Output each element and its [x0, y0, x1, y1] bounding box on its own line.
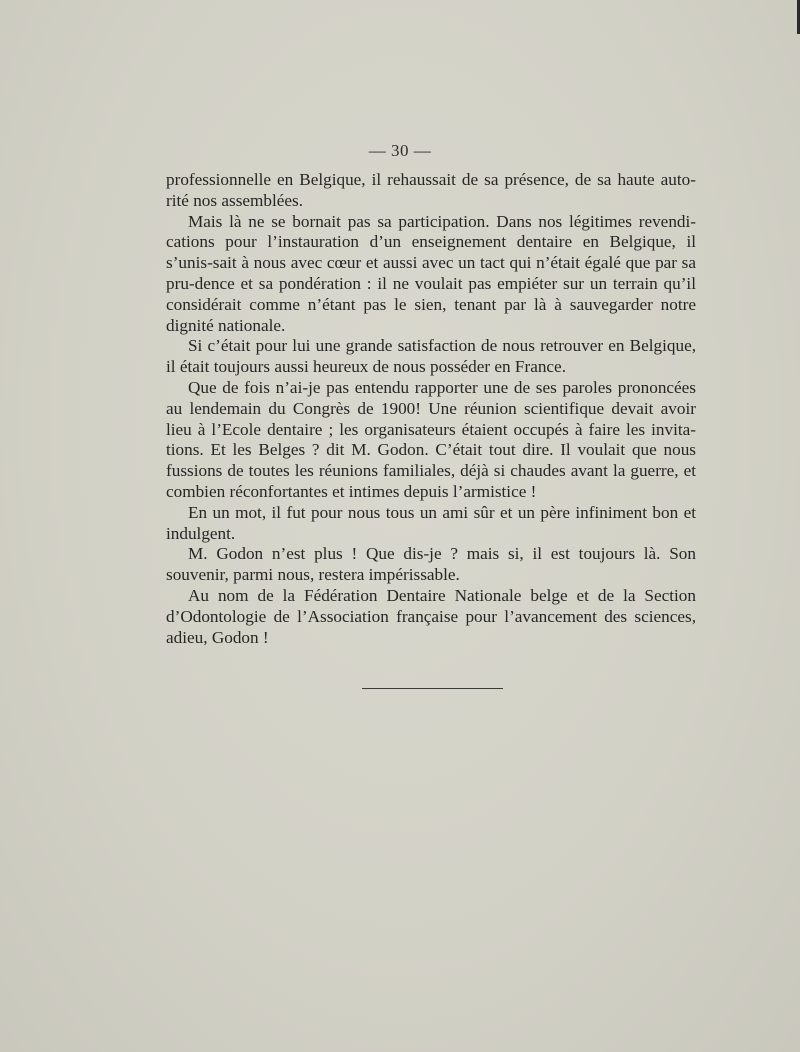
- paragraph-4: Que de fois n’ai-je pas entendu rapporter une de ses paroles prononcées au lendemain du Congrès de 1900! Une réunion scientifique devait avoir lieu à l’Ecole dentaire ; les organisateurs étaient occupés à faire les invita-tions. Et les Belges ? dit M. Godon. C’était tout dire. Il voulait que nous fussions de toutes les réunions familiales, déjà si chaudes avant la guerre, et combien réconfortantes et intimes depuis l’armistice !: [166, 377, 696, 501]
- page-number: — 30 —: [368, 141, 432, 160]
- paragraph-6: M. Godon n’est plus ! Que dis-je ? mais si, il est toujours là. Son souvenir, parmi nous, restera impérissable.: [166, 544, 696, 585]
- closing-rule: [362, 688, 503, 689]
- paragraph-3: Si c’était pour lui une grande satisfaction de nous retrouver en Belgique, il était toujours aussi heureux de nous posséder en France.: [166, 336, 696, 377]
- paragraph-1: professionnelle en Belgique, il rehaussait de sa présence, de sa haute auto-rité nos assemblées.: [166, 170, 696, 210]
- body-text: [166, 170, 696, 648]
- paragraph-5: En un mot, il fut pour nous tous un ami sûr et un père infiniment bon et indulgent.: [166, 502, 696, 543]
- paragraph-7: Au nom de la Fédération Dentaire Nationale belge et de la Section d’Odontologie de l’Association française pour l’avancement des sciences, adieu, Godon !: [166, 585, 696, 647]
- paragraph-2: Mais là ne se bornait pas sa participation. Dans nos légitimes revendi-cations pour l’instauration d’un enseignement dentaire en Belgique, il s’unis-sait à nous avec cœur et aussi avec un tact qui n’était égalé que par sa pru-dence et sa pondération : il ne voulait pas empiéter sur un terrain qu’il considérait comme n’étant pas le sien, tenant par là à sauvegarder notre dignité nationale.: [166, 211, 696, 335]
